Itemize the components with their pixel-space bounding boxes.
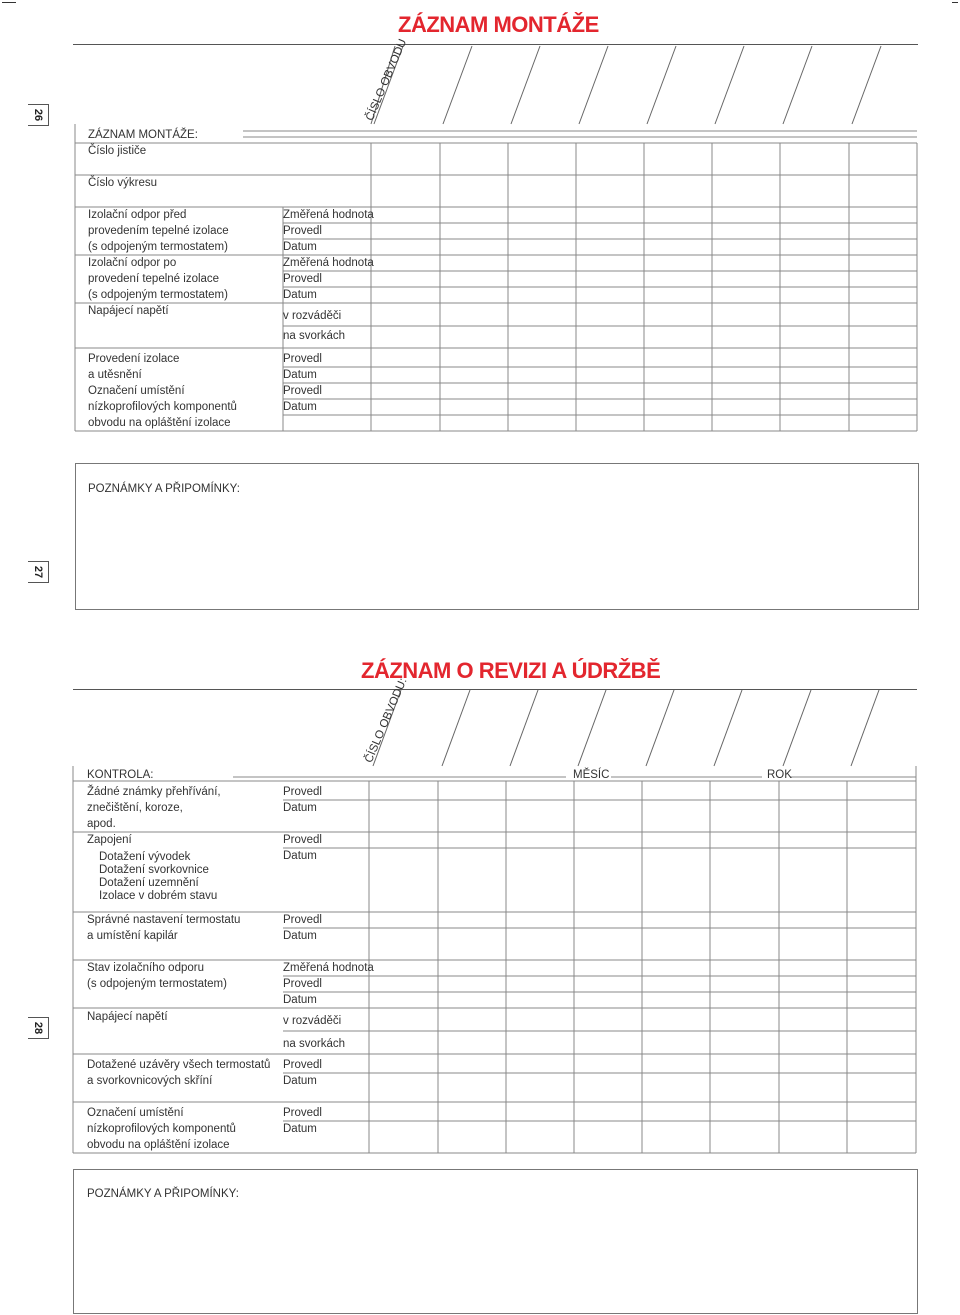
header-diagonal: [851, 690, 879, 766]
row-sublabel: Datum: [283, 994, 317, 1006]
row-sublabel: Provedl: [283, 385, 322, 397]
row-label: Číslo jističe: [88, 145, 147, 157]
row-sublabel: Provedl: [283, 225, 322, 237]
row-sublabel: Datum: [283, 369, 317, 381]
row-label: Označení umístění: [87, 1107, 184, 1119]
page-number: 27: [28, 561, 49, 583]
circuit-number-header: ČÍSLO OBVODU: [364, 37, 410, 123]
row-label: (s odpojeným termostatem): [87, 978, 227, 990]
header-diagonal: [783, 690, 811, 766]
row-label: provedením tepelné izolace: [88, 225, 229, 237]
month-label: MĚSÍC: [573, 769, 610, 781]
row-label: znečištění, koroze,: [87, 802, 183, 814]
row-label: Dotažené uzávěry všech termostatů: [87, 1059, 271, 1071]
header-diagonal: [646, 690, 674, 766]
row-sublabel: Změřená hodnota: [283, 962, 374, 974]
row-sublabel: Provedl: [283, 834, 322, 846]
row-sublabel: Provedl: [283, 914, 322, 926]
row-label: (s odpojeným termostatem): [88, 241, 228, 253]
row-sublabel: Datum: [283, 1075, 317, 1087]
row-label: ZÁZNAM MONTÁŽE:: [88, 129, 198, 141]
row-label: Napájecí napětí: [88, 305, 169, 317]
row-label: Napájecí napětí: [87, 1011, 168, 1023]
row-sublabel: v rozváděči: [283, 1015, 342, 1027]
revision-notes-label: POZNÁMKY A PŘIPOMÍNKY:: [87, 1188, 239, 1200]
row-label: a umístění kapilár: [87, 930, 178, 942]
row-sublabel: na svorkách: [283, 1038, 346, 1050]
row-label: Izolační odpor před: [88, 209, 187, 221]
row-sublabel: Provedl: [283, 1059, 322, 1071]
row-label: a utěsnění: [88, 369, 142, 381]
row-label: Označení umístění: [88, 385, 185, 397]
page-number: 26: [28, 104, 49, 126]
row-sublabel: Provedl: [283, 1107, 322, 1119]
row-label: Číslo výkresu: [88, 177, 158, 189]
row-sublabel: Datum: [283, 850, 317, 862]
row-label: Žádné známky přehřívání,: [87, 786, 221, 798]
row-label: Zapojení: [87, 834, 132, 846]
header-diagonal: [442, 690, 470, 766]
row-label: apod.: [87, 818, 116, 830]
check-label: KONTROLA:: [87, 769, 154, 781]
circuit-number-header: ČÍSLO OBVODU:: [363, 676, 410, 765]
header-diagonal: [510, 690, 538, 766]
row-sublabel: Změřená hodnota: [283, 209, 374, 221]
row-label: nízkoprofilových komponentů: [87, 1123, 236, 1135]
row-label: Dotažení svorkovnice: [99, 864, 209, 876]
row-sublabel: Provedl: [283, 273, 322, 285]
installation-title: ZÁZNAM MONTÁŽE: [398, 12, 599, 37]
row-sublabel: Datum: [283, 289, 317, 301]
row-label: Dotažení vývodek: [99, 851, 191, 863]
row-label: nízkoprofilových komponentů: [88, 401, 237, 413]
row-sublabel: Provedl: [283, 978, 322, 990]
row-sublabel: Datum: [283, 930, 317, 942]
installation-notes-label: POZNÁMKY A PŘIPOMÍNKY:: [88, 483, 240, 495]
row-sublabel: Změřená hodnota: [283, 257, 374, 269]
year-label: ROK: [767, 769, 792, 781]
row-label: Dotažení uzemnění: [99, 877, 199, 889]
row-sublabel: Provedl: [283, 353, 322, 365]
row-label: (s odpojeným termostatem): [88, 289, 228, 301]
header-diagonal: [714, 690, 742, 766]
row-sublabel: Datum: [283, 802, 317, 814]
row-label: Stav izolačního odporu: [87, 962, 204, 974]
row-label: Správné nastavení termostatu: [87, 914, 241, 926]
row-sublabel: Datum: [283, 241, 317, 253]
row-sublabel: Datum: [283, 1123, 317, 1135]
page-number: 28: [28, 1017, 49, 1039]
row-sublabel: v rozváděči: [283, 310, 342, 322]
row-label: obvodu na opláštění izolace: [88, 417, 231, 429]
row-label: Provedení izolace: [88, 353, 180, 365]
row-label: Izolační odpor po: [88, 257, 177, 269]
row-sublabel: na svorkách: [283, 330, 346, 342]
row-sublabel: Datum: [283, 401, 317, 413]
row-label: obvodu na opláštění izolace: [87, 1139, 230, 1151]
revision-title: ZÁZNAM O REVIZI A ÚDRŽBĚ: [361, 658, 661, 683]
row-label: provedení tepelné izolace: [88, 273, 220, 285]
row-label: Izolace v dobrém stavu: [99, 890, 218, 902]
row-label: a svorkovnicových skříní: [87, 1075, 213, 1087]
header-diagonal: [578, 690, 606, 766]
row-sublabel: Provedl: [283, 786, 322, 798]
